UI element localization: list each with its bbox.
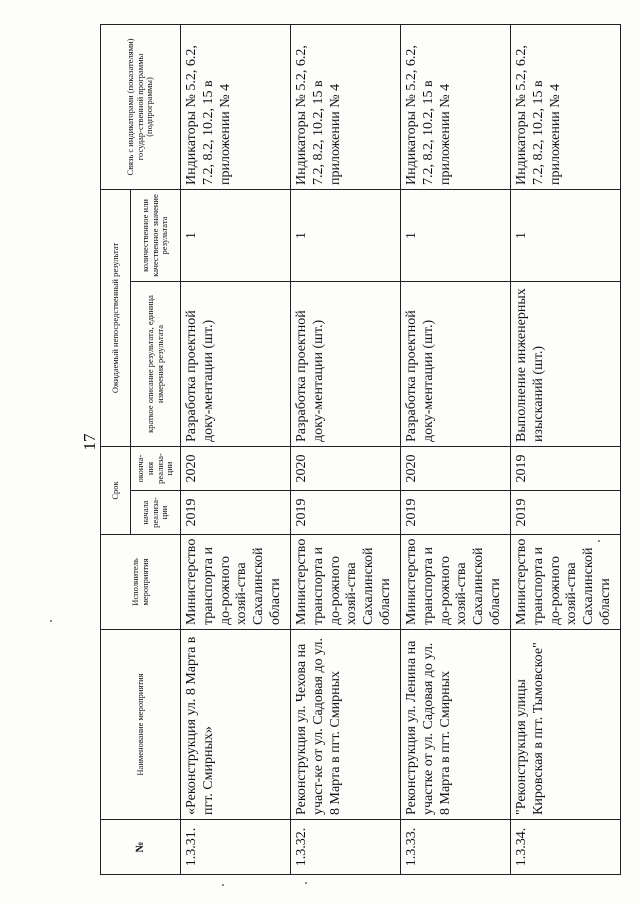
- header-num: №: [101, 820, 181, 875]
- header-executor: Исполнитель мероприятия: [101, 535, 181, 630]
- row-name: Реконструкция ул. Чехова на участ-ке от ул. Садовая до ул. 8 Марта в пгт. Смирных: [291, 630, 401, 820]
- row-link: Индикаторы № 5.2, 6.2, 7.2, 8.2, 10.2, 15 в приложении № 4: [291, 25, 401, 190]
- row-desc: Выполнение инженерных изысканий (шт.): [511, 282, 621, 447]
- page-number: 17: [80, 433, 99, 451]
- row-num: 1.3.33.: [401, 820, 511, 875]
- header-expected: Ожидаемый непосредственный результат: [101, 190, 131, 447]
- header-term-end: оконча-ния реализа-ции: [131, 447, 181, 491]
- row-name: «Реконструкция ул. 8 Марта в пгт. Смирных»: [181, 630, 291, 820]
- row-value: 1: [291, 190, 401, 282]
- row-executor: Министерство транспорта и до-рожного хозяй-ства Сахалинской области: [401, 535, 511, 630]
- row-start: 2019: [181, 491, 291, 535]
- row-start: 2019: [291, 491, 401, 535]
- table-row: [511, 25, 621, 875]
- row-end: 2019: [511, 447, 621, 491]
- row-desc: Разработка проектной доку-ментации (шт.): [181, 282, 291, 447]
- table-row: [401, 25, 511, 875]
- scan-speck: [222, 884, 224, 886]
- table-row: [291, 25, 401, 875]
- row-name: Реконструкция ул. Ленина на участке от ул. Садовая до ул. 8 Марта в пгт. Смирных: [401, 630, 511, 820]
- row-value: 1: [511, 190, 621, 282]
- row-end: 2020: [181, 447, 291, 491]
- row-num: 1.3.34.: [511, 820, 621, 875]
- row-link: Индикаторы № 5.2, 6.2, 7.2, 8.2, 10.2, 15 в приложении № 4: [401, 25, 511, 190]
- header-term-start: начала реализа-ции: [131, 491, 181, 535]
- header-row-1: [101, 25, 131, 875]
- row-start: 2019: [511, 491, 621, 535]
- row-start: 2019: [401, 491, 511, 535]
- row-value: 1: [181, 190, 291, 282]
- row-link: Индикаторы № 5.2, 6.2, 7.2, 8.2, 10.2, 15 в приложении № 4: [511, 25, 621, 190]
- row-desc: Разработка проектной доку-ментации (шт.): [401, 282, 511, 447]
- header-term: Срок: [101, 447, 131, 535]
- header-expected-value: количественное или качественное значение результата: [131, 190, 181, 282]
- row-num: 1.3.32.: [291, 820, 401, 875]
- row-desc: Разработка проектной доку-ментации (шт.): [291, 282, 401, 447]
- scan-speck: [598, 540, 600, 542]
- scan-speck: [305, 882, 307, 884]
- row-executor: Министерство транспорта и до-рожного хозяй-ства Сахалинской области: [511, 535, 621, 630]
- table-container: [100, 25, 620, 875]
- row-name: "Реконструкция улицы Кировская в пгт. Тымовское": [511, 630, 621, 820]
- row-executor: Министерство транспорта и до-рожного хозяй-ства Сахалинской области: [291, 535, 401, 630]
- scan-speck: [50, 620, 52, 622]
- row-executor: Министерство транспорта и до-рожного хозяй-ства Сахалинской области: [181, 535, 291, 630]
- row-link: Индикаторы № 5.2, 6.2, 7.2, 8.2, 10.2, 15 в приложении № 4: [181, 25, 291, 190]
- header-link: Связь с индикаторами (показателями) государ-ственной программы (подпрограммы): [101, 25, 181, 190]
- row-num: 1.3.31.: [181, 820, 291, 875]
- row-value: 1: [401, 190, 511, 282]
- activities-table: [100, 24, 621, 875]
- row-end: 2020: [291, 447, 401, 491]
- header-expected-desc: краткое описание результата, единица измерения результата: [131, 282, 181, 447]
- rotated-table-frame: [100, 25, 620, 875]
- table-row: [181, 25, 291, 875]
- row-end: 2020: [401, 447, 511, 491]
- header-name: Наименование мероприятия: [101, 630, 181, 820]
